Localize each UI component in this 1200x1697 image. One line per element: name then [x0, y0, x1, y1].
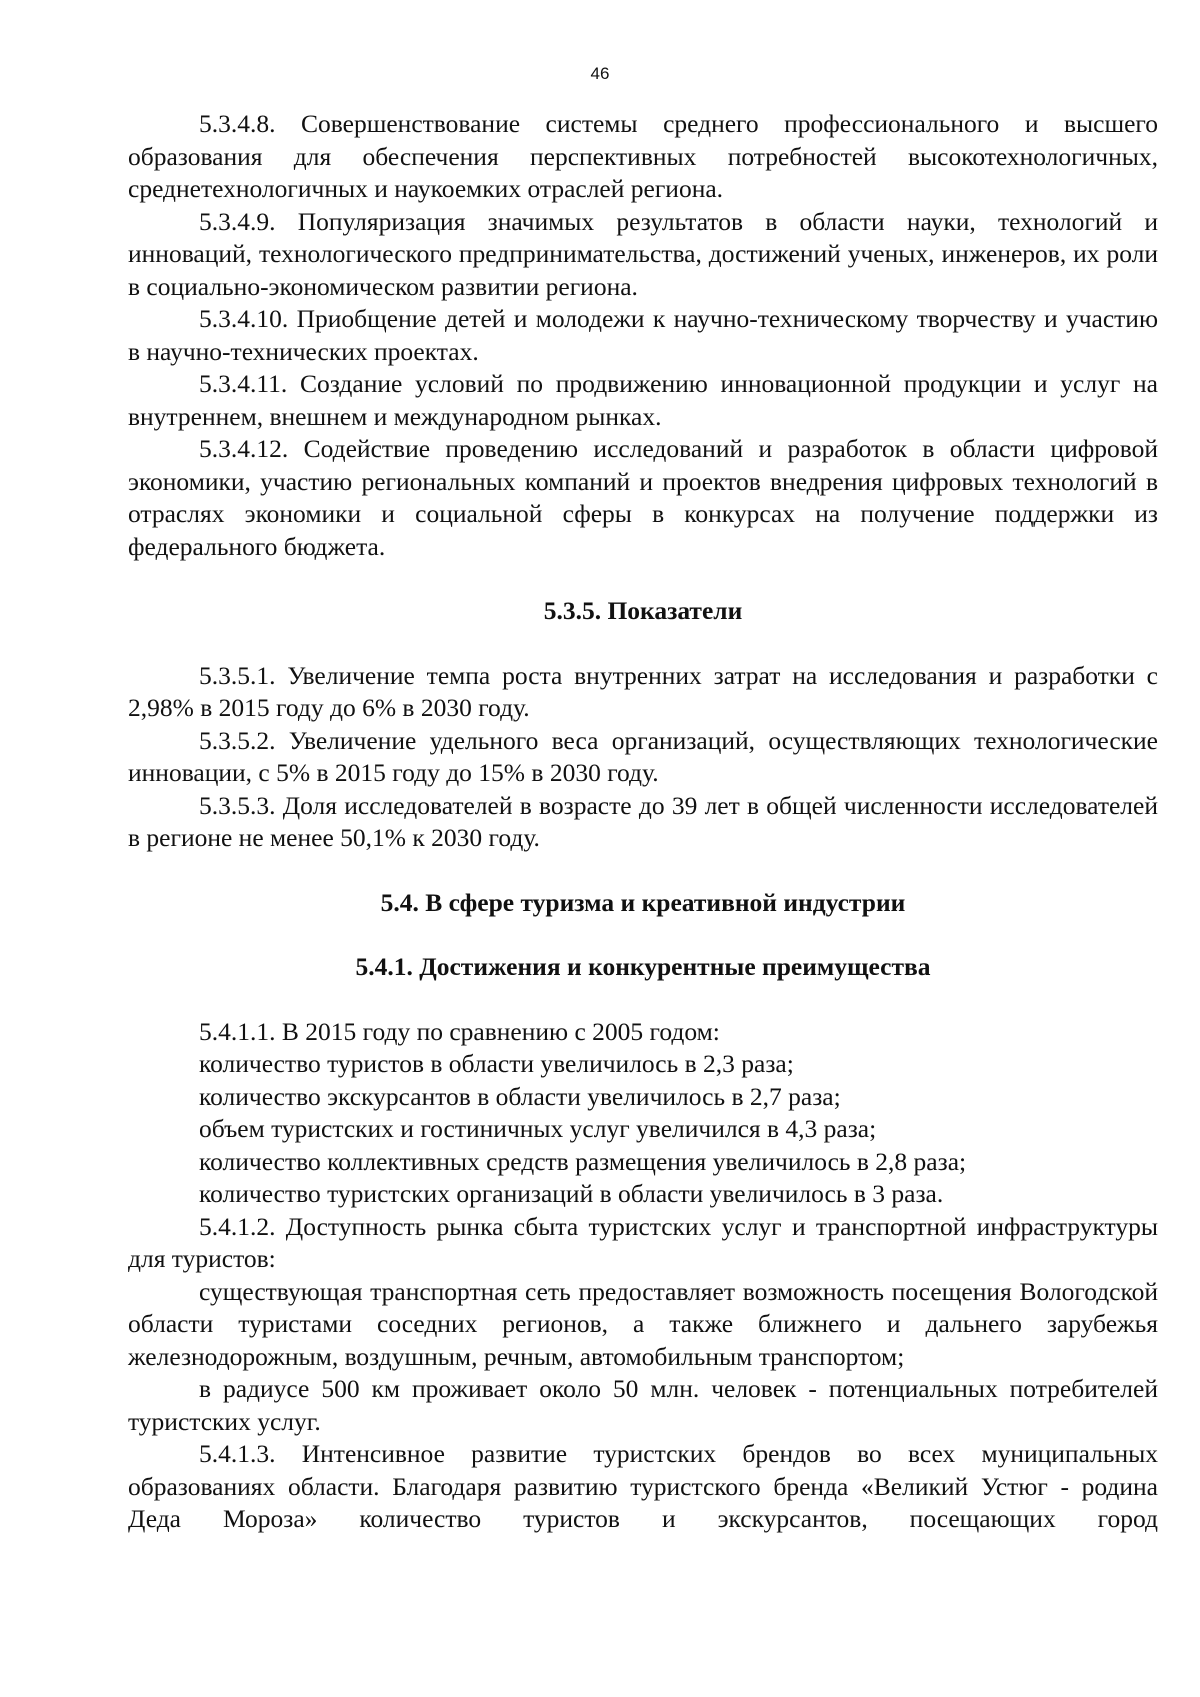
list-item-accommodation: количество коллективных средств размещения увеличилось в 2,8 раза;: [199, 1146, 967, 1176]
paragraph-5-4-1-1-intro: 5.4.1.1. В 2015 году по сравнению с 2005 годом:: [199, 1016, 720, 1046]
paragraph-5-3-5-1: 5.3.5.1. Увеличение темпа роста внутренних затрат на исследования и разработки с 2,98% в 2015 году до 6% в 2030 году.: [128, 660, 1158, 722]
list-item-tourists: количество туристов в области увеличилось в 2,3 раза;: [199, 1049, 794, 1078]
paragraph-5-3-4-9: 5.3.4.9. Популяризация значимых результатов в области науки, технологий и инноваций, технологического предпринимательства, достижений ученых, инженеров, их роли в социально-экономическом развитии региона.: [128, 206, 1158, 301]
heading-5-3-5: 5.3.5. Показатели: [543, 596, 743, 625]
paragraph-5-4-1-3: 5.4.1.3. Интенсивное развитие туристских брендов во всех муниципальных образованиях области. Благодаря развитию туристского бренда «Великий Устюг - родина Деда Мороза» количество туристов и экскурсантов, посещающих город: [128, 1439, 1158, 1533]
document-body: [128, 108, 1158, 1536]
heading-5-4: 5.4. В сфере туризма и креативной индустрии: [380, 887, 906, 917]
paragraph-transport-network: существующая транспортная сеть предоставляет возможность посещения Вологодской области туристами соседних регионов, а также ближнего и дальнего зарубежья железнодорожным, воздушным, речным, автомобильным транспортом;: [128, 1276, 1158, 1371]
paragraph-5-3-4-8: 5.3.4.8. Совершенствование системы среднего профессионального и высшего образования для обеспечения перспективных потребностей высокотехнологичных, среднетехнологичных и наукоемких отраслей региона.: [128, 109, 1158, 203]
list-item-organizations: количество туристских организаций в области увеличилось в 3 раза.: [199, 1179, 944, 1208]
paragraph-5-3-4-11: 5.3.4.11. Создание условий по продвижению инновационной продукции и услуг на внутреннем, внешнем и международном рынках.: [128, 369, 1158, 431]
list-item-services-volume: объем туристских и гостиничных услуг увеличился в 4,3 раза;: [199, 1114, 877, 1143]
paragraph-potential-consumers: в радиусе 500 км проживает около 50 млн. человек - потенциальных потребителей туристских услуг.: [128, 1374, 1158, 1436]
list-item-excursionists: количество экскурсантов в области увеличилось в 2,7 раза;: [199, 1081, 841, 1111]
paragraph-5-3-5-3: 5.3.5.3. Доля исследователей в возрасте до 39 лет в общей численности исследователей в регионе не менее 50,1% к 2030 году.: [128, 790, 1158, 852]
paragraph-5-3-5-2: 5.3.5.2. Увеличение удельного веса организаций, осуществляющих технологические инновации, с 5% в 2015 году до 15% в 2030 году.: [128, 725, 1158, 787]
heading-5-4-1: 5.4.1. Достижения и конкурентные преимущества: [355, 952, 931, 981]
page-number: 46: [590, 64, 610, 83]
paragraph-5-4-1-2-intro: 5.4.1.2. Доступность рынка сбыта туристских услуг и транспортной инфраструктуры для туристов:: [128, 1211, 1158, 1273]
paragraph-5-3-4-10: 5.3.4.10. Приобщение детей и молодежи к научно-техническому творчеству и участию в научно-технических проектах.: [128, 304, 1158, 366]
paragraph-5-3-4-12: 5.3.4.12. Содействие проведению исследований и разработок в области цифровой экономики, участию региональных компаний и проектов внедрения цифровых технологий в отраслях экономики и социальной сферы в конкурсах на получение поддержки из федерального бюджета.: [128, 434, 1158, 561]
